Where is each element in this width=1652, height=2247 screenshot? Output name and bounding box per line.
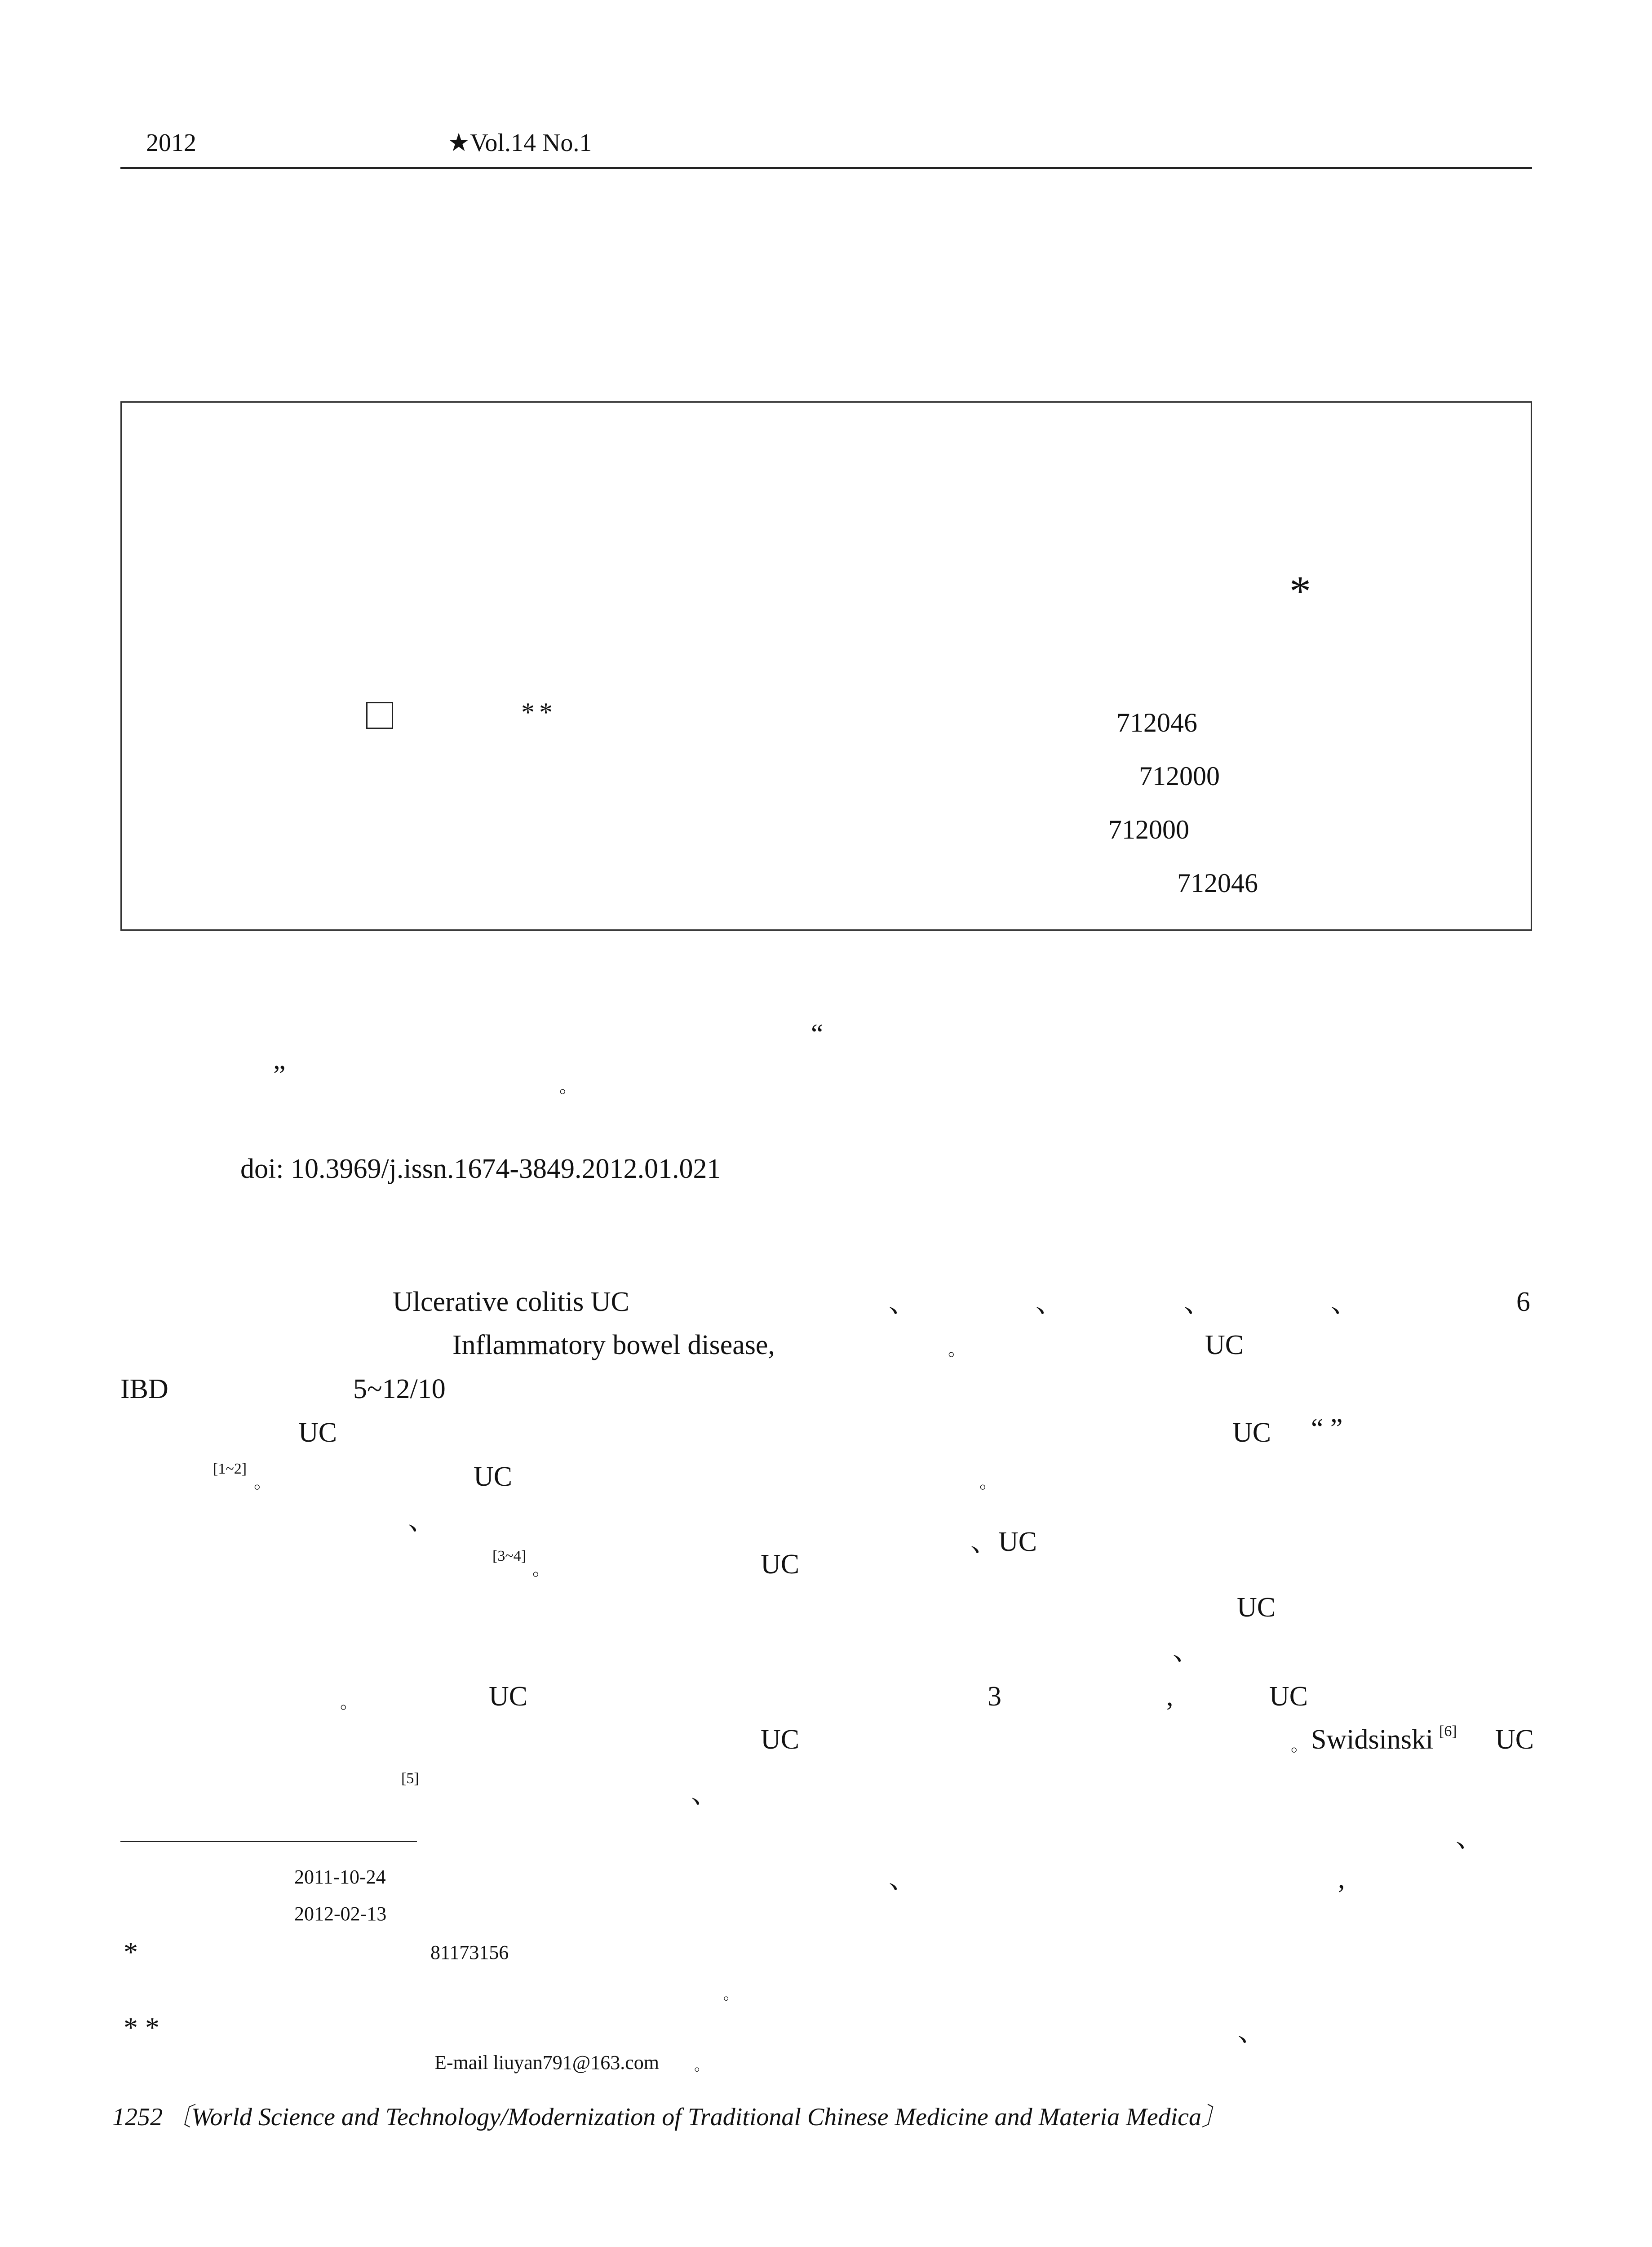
author-info-box	[120, 401, 1532, 931]
pause-mark-3: 、	[1184, 1288, 1212, 1318]
period-7: 。	[723, 1986, 739, 2003]
number-three: 3	[988, 1681, 1001, 1712]
pause-mark-8: 、	[1456, 1822, 1484, 1853]
uc-term-3: UC	[1232, 1417, 1271, 1448]
header-rule	[120, 167, 1532, 169]
uc-term-2: UC	[298, 1417, 337, 1448]
ibd-fullname: Inflammatory bowel disease,	[452, 1330, 775, 1360]
corresponding-author-mark: **	[521, 697, 557, 727]
uc-term-4: UC	[474, 1461, 513, 1492]
uc-term-6: UC	[1237, 1592, 1276, 1623]
pause-mark-7: 、	[691, 1778, 719, 1809]
period-4: 。	[532, 1559, 550, 1579]
number-six: 6	[1516, 1287, 1530, 1317]
uc-term-8: UC	[1269, 1681, 1308, 1712]
footnote-rule	[120, 1841, 417, 1842]
fund-number: 81173156	[430, 1941, 509, 1963]
uc-term-1: UC	[1205, 1330, 1244, 1360]
postcode-1: 712046	[1116, 708, 1197, 737]
revised-date: 2012-02-13	[294, 1903, 387, 1925]
postcode-2: 712000	[1139, 761, 1220, 791]
page-number: 1252	[112, 2103, 163, 2131]
ibd-abbrev: IBD	[120, 1374, 168, 1404]
uc-term-7: UC	[489, 1681, 528, 1712]
fund-star: *	[124, 1936, 138, 1968]
incidence-rate: 5~12/10	[353, 1374, 446, 1404]
postcode-3: 712000	[1108, 815, 1189, 844]
comma-1: ,	[1166, 1681, 1174, 1712]
period-1: 。	[948, 1339, 966, 1359]
abstract-period: 。	[559, 1076, 577, 1097]
period-6: 。	[1291, 1735, 1309, 1755]
pause-mark-1: 、	[889, 1288, 917, 1318]
uc-term-9: UC	[761, 1724, 800, 1755]
citation-1-2: [1~2]	[213, 1461, 247, 1477]
citation-6: [6]	[1439, 1723, 1457, 1740]
comma-2: ,	[1338, 1864, 1345, 1894]
citation-5: [5]	[401, 1770, 419, 1787]
quote-pair: “ ”	[1311, 1413, 1343, 1444]
uc-with-pause: 、UC	[970, 1527, 1037, 1557]
pause-mark-6: 、	[1173, 1635, 1201, 1666]
abstract-close-quote: ”	[273, 1060, 286, 1091]
uc-term-5: UC	[761, 1549, 800, 1580]
pause-mark-10: 、	[1238, 2016, 1266, 2047]
period-2: 。	[254, 1472, 272, 1492]
square-icon	[366, 702, 393, 729]
doi: doi: 10.3969/j.issn.1674-3849.2012.01.021	[240, 1154, 721, 1184]
received-date: 2011-10-24	[294, 1866, 386, 1888]
period-5: 。	[340, 1692, 358, 1712]
period-3: 。	[979, 1472, 997, 1492]
funding-star-mark: *	[1289, 567, 1311, 615]
journal-name: 〔World Science and Technology/Modernization of Traditional Chinese Medicine and Materia Medica〕	[166, 2103, 1227, 2131]
abstract-open-quote: “	[811, 1019, 824, 1049]
author-email: E-mail liuyan791@163.com	[434, 2052, 659, 2074]
header-volume: ★Vol.14 No.1	[447, 129, 592, 157]
pause-mark-9: 、	[889, 1864, 917, 1894]
pause-mark-2: 、	[1036, 1288, 1064, 1318]
pause-mark-5: 、	[408, 1505, 436, 1536]
email-period: 。	[694, 2057, 709, 2074]
citation-3-4: [3~4]	[492, 1548, 527, 1564]
uc-term-10: UC	[1495, 1724, 1534, 1755]
postcode-4: 712046	[1177, 868, 1258, 898]
pause-mark-4: 、	[1331, 1288, 1359, 1318]
swidsinski: Swidsinski	[1311, 1724, 1434, 1755]
author-star: * *	[124, 2012, 159, 2043]
header-year: 2012	[146, 129, 196, 157]
uc-fullname: Ulcerative colitis UC	[393, 1287, 629, 1317]
